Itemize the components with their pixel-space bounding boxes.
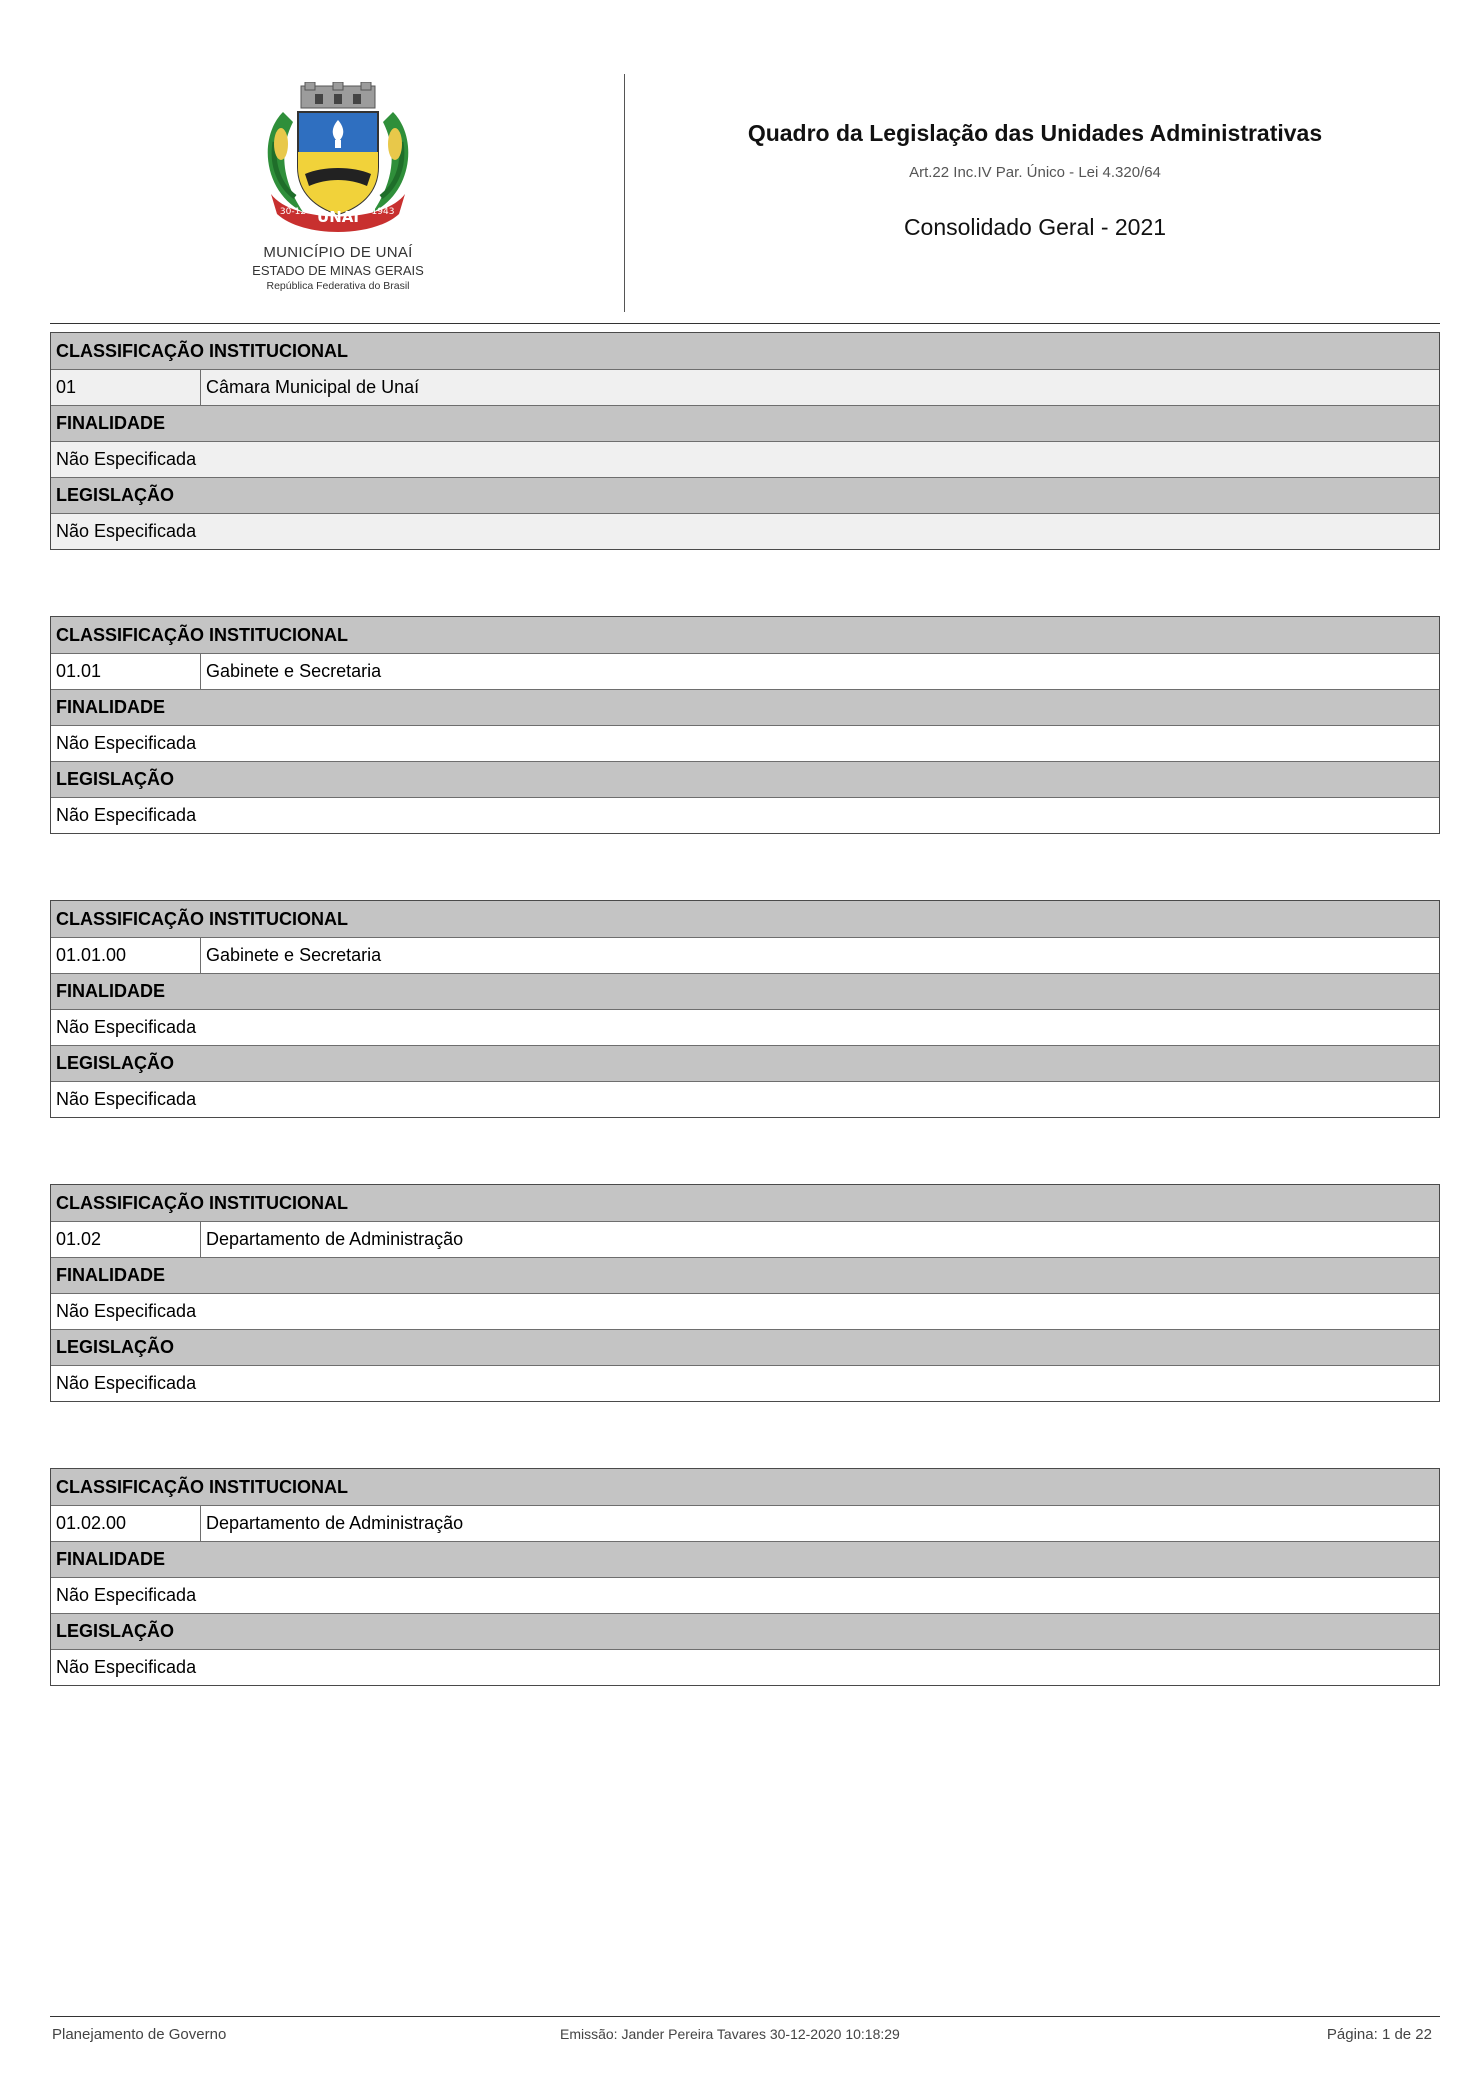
report-consolidated: Consolidado Geral - 2021 [903, 214, 1167, 240]
unit-block [50, 332, 1440, 550]
legislation-value: Não Especificada [51, 1081, 1439, 1117]
classification-header: CLASSIFICAÇÃO INSTITUCIONAL [51, 1469, 1439, 1505]
footer-emission: Emissão: Jander Pereira Tavares 30-12-2020 10:18:29 [560, 2026, 900, 2042]
unit-code: 01.01.00 [51, 938, 201, 973]
classification-header: CLASSIFICAÇÃO INSTITUCIONAL [51, 333, 1439, 369]
state-name: ESTADO DE MINAS GERAIS [252, 263, 424, 278]
coat-of-arms-icon [253, 82, 423, 238]
legislation-header: LEGISLAÇÃO [51, 761, 1439, 797]
header-divider [624, 74, 625, 312]
unit-name: Gabinete e Secretaria [206, 661, 382, 681]
unit-name: Departamento de Administração [206, 1229, 464, 1249]
crest-left-date: 30-12 [279, 207, 307, 217]
unit-code: 01 [51, 370, 201, 405]
purpose-header: FINALIDADE [51, 973, 1439, 1009]
classification-header: CLASSIFICAÇÃO INSTITUCIONAL [51, 617, 1439, 653]
municipality-name: MUNICÍPIO DE UNAÍ [263, 244, 413, 261]
purpose-value: Não Especificada [51, 441, 1439, 477]
legislation-value: Não Especificada [51, 513, 1439, 549]
unit-name: Departamento de Administração [206, 1513, 464, 1533]
legislation-value: Não Especificada [51, 797, 1439, 833]
legislation-header: LEGISLAÇÃO [51, 1329, 1439, 1365]
report-subtitle: Art.22 Inc.IV Par. Único - Lei 4.320/64 [909, 164, 1161, 181]
unit-block [50, 1468, 1440, 1686]
purpose-value: Não Especificada [51, 1293, 1439, 1329]
municipality-header [200, 82, 476, 306]
unit-block [50, 616, 1440, 834]
unit-block [50, 900, 1440, 1118]
unit-code: 01.01 [51, 654, 201, 689]
legislation-header: LEGISLAÇÃO [51, 1045, 1439, 1081]
header-rule [50, 323, 1440, 324]
unit-name: Câmara Municipal de Unaí [206, 377, 420, 397]
classification-header: CLASSIFICAÇÃO INSTITUCIONAL [51, 1185, 1439, 1221]
unit-name: Gabinete e Secretaria [206, 945, 382, 965]
crest-ribbon-text: UNAÍ [317, 208, 359, 226]
purpose-header: FINALIDADE [51, 1257, 1439, 1293]
purpose-header: FINALIDADE [51, 1541, 1439, 1577]
unit-code: 01.02 [51, 1222, 201, 1257]
unit-block [50, 1184, 1440, 1402]
legislation-header: LEGISLAÇÃO [51, 1613, 1439, 1649]
purpose-value: Não Especificada [51, 725, 1439, 761]
crest-right-date: 1943 [371, 207, 395, 217]
classification-row [51, 1221, 1439, 1257]
classification-row [51, 653, 1439, 689]
legislation-value: Não Especificada [51, 1365, 1439, 1401]
purpose-header: FINALIDADE [51, 405, 1439, 441]
report-header [640, 120, 1430, 241]
classification-header: CLASSIFICAÇÃO INSTITUCIONAL [51, 901, 1439, 937]
legislation-value: Não Especificada [51, 1649, 1439, 1685]
footer-department: Planejamento de Governo [52, 2026, 227, 2043]
classification-row [51, 1505, 1439, 1541]
legislation-header: LEGISLAÇÃO [51, 477, 1439, 513]
footer-rule [50, 2016, 1440, 2017]
classification-row [51, 369, 1439, 405]
purpose-value: Não Especificada [51, 1577, 1439, 1613]
republic-name: República Federativa do Brasil [266, 280, 410, 292]
footer-page-number: Página: 1 de 22 [1326, 2026, 1432, 2043]
classification-row [51, 937, 1439, 973]
purpose-value: Não Especificada [51, 1009, 1439, 1045]
unit-code: 01.02.00 [51, 1506, 201, 1541]
purpose-header: FINALIDADE [51, 689, 1439, 725]
report-title: Quadro da Legislação das Unidades Administrativas [747, 120, 1323, 146]
